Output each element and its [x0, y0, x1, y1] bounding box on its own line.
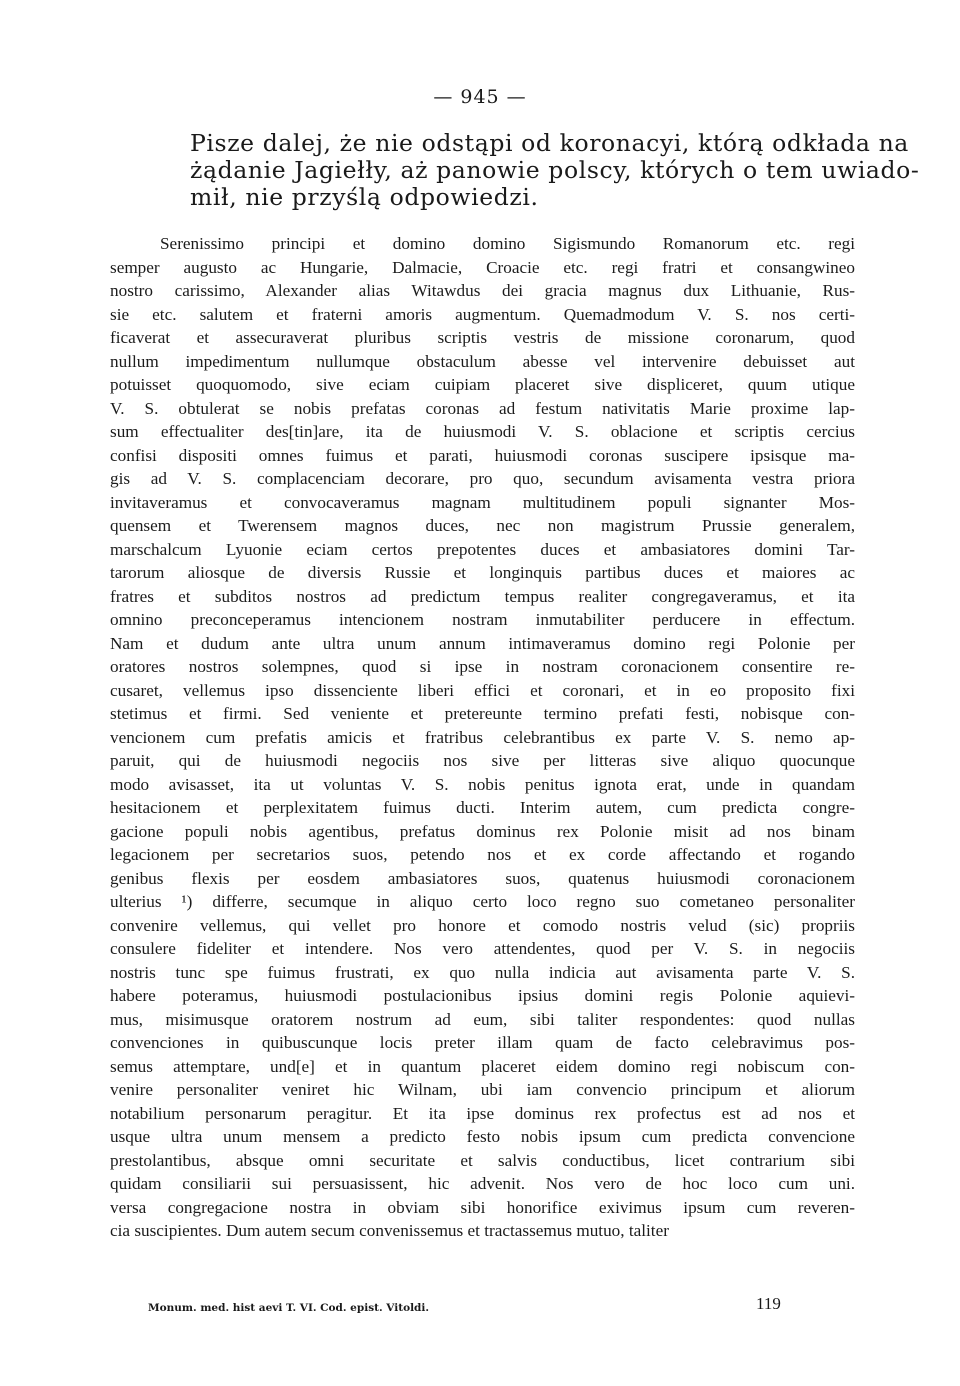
- body-line: confisi dispositi omnes fuimus et parati, huiusmodi coronas suscipere ipsisque ma-: [110, 445, 855, 465]
- body-line: vencionem cum prefatis amicis et fratribus celebrantibus ex parte V. S. nemo ap-: [110, 727, 855, 747]
- body-line: quidam consiliarii sui persuasissent, hic advenit. Nos vero de hoc loco cum uni.: [110, 1174, 855, 1193]
- footer-source: Monum. med. hist aevi T. VI. Cod. epist. Vitoldi.: [148, 1302, 430, 1314]
- body-line: paruit, qui de huiusmodi negociis nos sive per litteras sive aliquo quocunque: [110, 751, 855, 770]
- body-line: stetimus et firmi. Sed veniente et pretereunte termino prefati festi, nobisque con-: [110, 704, 855, 723]
- body-line: cia suscipientes. Dum autem secum convenissemus et tractassemus mutuo, taliter: [110, 1221, 669, 1240]
- intro-line: żądanie Jagiełły, aż panowie polscy, których o tem uwiado-: [190, 156, 920, 184]
- body-line: sie etc. salutem et fraterni amoris augmentum. Quemadmodum V. S. nos certi-: [110, 304, 855, 324]
- body-line: V. S. obtulerat se nobis prefatas coronas ad festum nativitatis Marie proxime lap-: [110, 398, 855, 418]
- body-line: venire personaliter veniret hic Wilnam, ubi iam convencio principum et aliorum: [110, 1080, 855, 1099]
- footer-signature: 119: [756, 1294, 781, 1313]
- body-line: semus attemptare, und[e] et in quantum placeret eidem domino regi nobiscum con-: [110, 1056, 855, 1076]
- page-number: — 945 —: [433, 86, 527, 108]
- body-line: fratres et subditos nostros ad predictum tempus realiter congregaveramus, et ita: [110, 586, 855, 606]
- body-line: nostris tunc spe fuimus frustrati, ex quo nulla indicia aut avisamenta parte V. S.: [110, 962, 855, 982]
- body-line: convenire vellemus, qui vellet pro honore et comodo nostris velud (sic) propriis: [110, 915, 855, 935]
- body-line: convenciones in quibuscunque locis preter illam quam de facto celebravimus pos-: [110, 1033, 855, 1052]
- letter-body: [110, 232, 855, 1243]
- body-line: gacione populi nobis agentibus, prefatus dominus rex Polonie misit ad nos binam: [110, 821, 855, 841]
- intro-line: Pisze dalej, że nie odstąpi od koronacyi, którą odkłada na: [190, 129, 909, 157]
- body-line: mus, misimusque oratorem nostrum ad eum, sibi taliter respondentes: quod nullas: [110, 1009, 855, 1029]
- body-line: quensem et Twerensem magnos duces, nec non magistrum Prussie generalem,: [110, 516, 855, 535]
- body-line: omnino preconceperamus intencionem nostram inmutabiliter perducere in effectum.: [110, 610, 855, 629]
- body-line: tarorum aliosque de diversis Russie et longinquis partibus duces et maiores ac: [110, 563, 855, 582]
- body-line: habere poteramus, huiusmodi postulacionibus ipsius domini regis Polonie aquievi-: [110, 986, 855, 1005]
- body-line: invitaveramus et convocaveramus magnam multitudinem populi signanter Mos-: [110, 492, 855, 512]
- body-line: legacionem per secretarios suos, petendo nos et ex corde affectando et rogando: [110, 845, 855, 864]
- body-line: genibus flexis per eosdem ambasiatores suos, quatenus huiusmodi coronacionem: [110, 868, 855, 888]
- body-line: versa congregacione nostra in obviam sibi honorifice exivimus ipsum cum reveren-: [110, 1197, 855, 1217]
- intro-summary: [190, 129, 920, 211]
- body-line: ulterius ¹) differre, secumque in aliquo certo loco regno suo cometaneo personaliter: [110, 892, 855, 911]
- body-line: notabilium personarum peragitur. Et ita ipse dominus rex profectus est ad nos et: [110, 1103, 855, 1123]
- body-line: oratores nostros solempnes, quod si ipse in nostram coronacionem consentire re-: [110, 657, 855, 676]
- body-line: ficaverat et assecuraverat pluribus scriptis vestris de missione coronarum, quod: [110, 328, 855, 347]
- body-line: usque ultra unum mensem a predicto festo nobis ipsum cum predicta convencione: [110, 1127, 855, 1146]
- body-line: consulere fideliter et intendere. Nos vero attendentes, quod per V. S. in negociis: [110, 939, 855, 958]
- body-line: cusaret, vellemus ipso dissenciente liberi effici et coronari, et in eo proposito fixi: [110, 680, 855, 700]
- body-line: nostro carissimo, Alexander alias Witawdus dei gracia magnus dux Lithuanie, Rus-: [110, 281, 855, 300]
- body-line: hesitacionem et perplexitatem fuimus ducti. Interim autem, cum predicta congre-: [110, 798, 855, 817]
- body-line: prestolantibus, absque omni securitate et salvis conductibus, licet contrarium sibi: [110, 1150, 855, 1170]
- body-line: Nam et dudum ante ultra unum annum intimaveramus domino regi Polonie per: [110, 633, 855, 653]
- body-line: marschalcum Lyuonie eciam certos prepotentes duces et ambasiatores domini Tar-: [110, 539, 855, 559]
- body-line: semper augusto ac Hungarie, Dalmacie, Croacie etc. regi fratri et consangwineo: [110, 257, 855, 277]
- intro-line: mił, nie przyślą odpowiedzi.: [190, 183, 539, 211]
- body-line: Serenissimo principi et domino domino Sigismundo Romanorum etc. regi: [160, 234, 855, 253]
- body-line: nullum impedimentum nullumque obstaculum abesse vel intervenire debuisset aut: [110, 351, 855, 371]
- body-line: potuisset quoquomodo, sive eciam cuipiam placeret sive displiceret, quum utique: [110, 375, 855, 394]
- body-line: gis ad V. S. complacenciam decorare, pro quo, secundum avisamenta vestra priora: [110, 469, 855, 488]
- body-line: modo avisasset, ita ut voluntas V. S. nobis penitus ignota erat, unde in quandam: [110, 774, 855, 794]
- body-line: sum effectualiter des[tin]are, ita de huiusmodi V. S. oblacione et scriptis cercius: [110, 422, 855, 441]
